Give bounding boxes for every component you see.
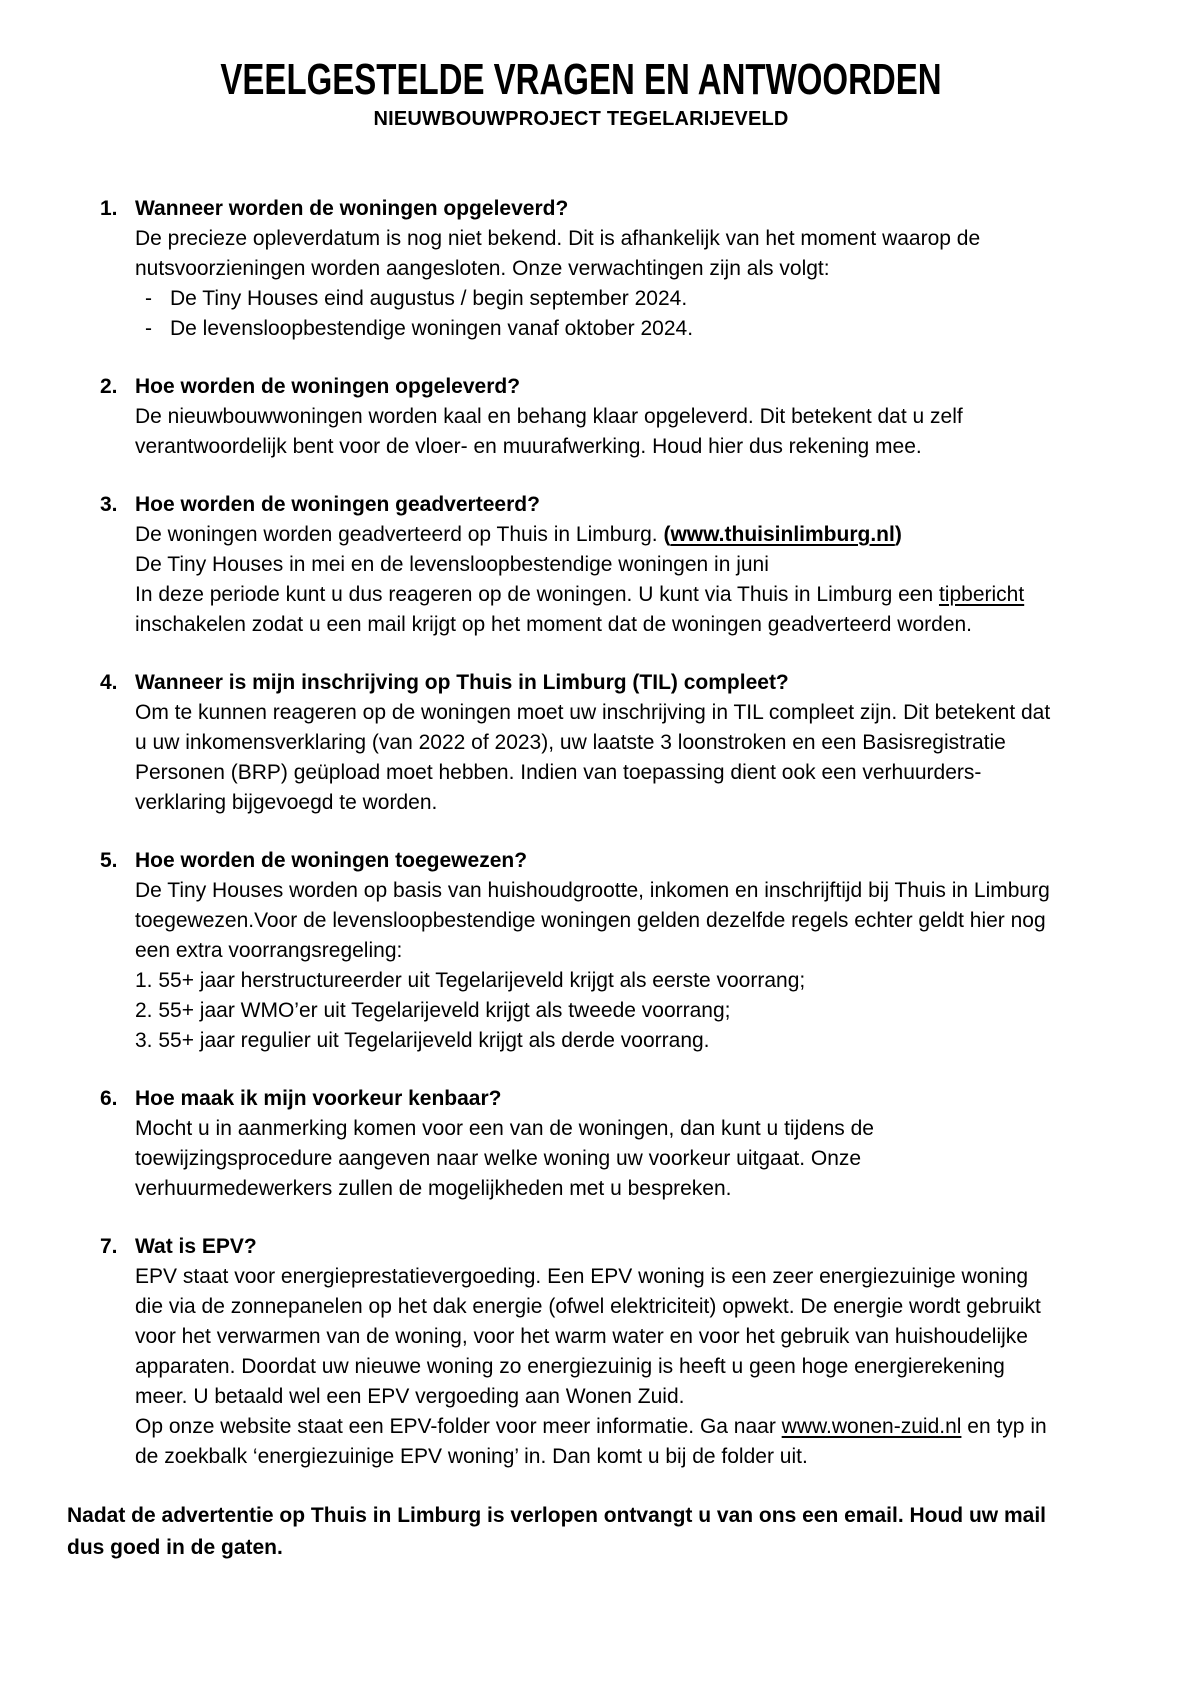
paragraph-text: [135, 701, 1050, 814]
text-segment: De woningen worden geadverteerd op Thuis in Limburg.: [135, 523, 664, 546]
question-content: [135, 846, 1055, 1056]
answer-body: [135, 520, 1055, 640]
question-content: [135, 1084, 1055, 1204]
paragraph-text: [170, 284, 687, 314]
answer-paragraph: [135, 580, 1055, 640]
answer-paragraph: [135, 1026, 1055, 1056]
answer-body: [135, 1114, 1055, 1204]
text-segment: Mocht u in aanmerking komen voor een van de woningen, dan kunt u tijdens de toewijzingsprocedure aangeven naar welke woning uw voorkeur uitgaat. Onze verhuurmedewerkers zullen de mogelijkheden met u bespreken.: [135, 1117, 874, 1200]
page-title: VEELGESTELDE VRAGEN EN ANTWOORDEN: [220, 55, 942, 104]
faq-item: [100, 372, 1095, 462]
faq-item: [100, 846, 1095, 1056]
inline-link[interactable]: www.wonen-zuid.nl: [781, 1415, 962, 1438]
text-segment: De Tiny Houses worden op basis van huishoudgrootte, inkomen en inschrijftijd bij Thuis in Limburg toegewezen.Voor de levensloopbestendige woningen gelden dezelfde regels echter geldt hier nog een extra voorrangsregeling:: [135, 879, 1050, 962]
inline-link[interactable]: tipbericht: [938, 583, 1025, 606]
question-heading: Hoe worden de woningen toegewezen?: [135, 849, 528, 872]
answer-body: [135, 876, 1055, 1056]
paragraph-text: [135, 879, 1050, 962]
question-heading: Hoe maak ik mijn voorkeur kenbaar?: [135, 1087, 502, 1110]
faq-item: [100, 194, 1095, 344]
answer-body: [135, 698, 1055, 818]
question-heading: Hoe worden de woningen geadverteerd?: [135, 493, 540, 516]
paragraph-text: [135, 553, 769, 576]
faq-item: [100, 490, 1095, 640]
answer-body: [135, 402, 1055, 462]
answer-body: [135, 1262, 1055, 1472]
question-content: [135, 490, 1055, 640]
faq-item: [100, 1232, 1095, 1472]
text-segment: ): [894, 523, 902, 546]
text-segment: EPV staat voor energieprestatievergoeding. Een EPV woning is een zeer energiezuinige woning die via de zonnepanelen op het dak energie (ofwel elektriciteit) opwekt. De energie wordt gebruikt voor het verwarmen van de woning, voor het warm water en voor het gebruik van huishoudelijke apparaten. Doordat uw nieuwe woning zo energiezuinig is heeft u geen hoge energierekening meer. U betaald wel een EPV vergoeding aan Wonen Zuid.: [135, 1265, 1041, 1408]
closing-note: Nadat de advertentie op Thuis in Limburg is verlopen ontvangt u van ons een email. Houd uw mail dus goed in de gaten.: [67, 1504, 1046, 1559]
text-segment: 3. 55+ jaar regulier uit Tegelarijeveld krijgt als derde voorrang.: [135, 1029, 710, 1052]
text-segment: In deze periode kunt u dus reageren op de woningen. U kunt via Thuis in Limburg een: [135, 583, 939, 606]
question-number: 7.: [100, 1235, 118, 1258]
inline-link[interactable]: www.thuisinlimburg.nl: [670, 523, 895, 546]
text-segment: De Tiny Houses eind augustus / begin september 2024.: [170, 287, 688, 310]
question-heading: Wat is EPV?: [135, 1235, 257, 1258]
paragraph-text: [135, 1029, 710, 1052]
question-number: 1.: [100, 197, 118, 220]
paragraph-text: [135, 583, 1024, 636]
text-segment: De Tiny Houses in mei en de levensloopbestendige woningen in juni: [135, 553, 769, 576]
question-number: 4.: [100, 671, 118, 694]
question-heading: Hoe worden de woningen opgeleverd?: [135, 375, 521, 398]
question-content: [135, 194, 1055, 344]
text-segment: De nieuwbouwwoningen worden kaal en behang klaar opgeleverd. Dit betekent dat u zelf verantwoordelijk bent voor de vloer- en muurafwerking. Houd hier dus rekening mee.: [135, 405, 963, 458]
question-number: 5.: [100, 849, 118, 872]
paragraph-text: [135, 1415, 1047, 1468]
question-heading: Wanneer is mijn inschrijving op Thuis in Limburg (TIL) compleet?: [135, 671, 789, 694]
question-number: 6.: [100, 1087, 118, 1110]
text-segment: 2. 55+ jaar WMO’er uit Tegelarijeveld krijgt als tweede voorrang;: [135, 999, 731, 1022]
answer-paragraph: [135, 550, 1055, 580]
answer-paragraph: [135, 402, 1055, 462]
question-content: [135, 668, 1055, 818]
question-heading: Wanneer worden de woningen opgeleverd?: [135, 197, 569, 220]
answer-paragraph: [135, 1412, 1055, 1472]
faq-item: [100, 1084, 1095, 1204]
text-segment: en typ in de zoekbalk ‘energiezuinige EPV woning’ in. Dan komt u bij de folder uit.: [135, 1415, 1047, 1468]
answer-paragraph: [135, 1262, 1055, 1412]
answer-paragraph: [135, 996, 1055, 1026]
text-segment: De levensloopbestendige woningen vanaf oktober 2024.: [170, 317, 694, 340]
answer-dash-item: [135, 314, 1055, 344]
page-subtitle: NIEUWBOUWPROJECT TEGELARIJEVELD: [373, 108, 789, 130]
question-number: 2.: [100, 375, 118, 398]
question-content: [135, 1232, 1055, 1472]
paragraph-text: [135, 999, 730, 1022]
answer-dash-item: [135, 284, 1055, 314]
document-header: [67, 56, 1095, 132]
faq-list: [100, 194, 1095, 1472]
paragraph-text: [135, 1117, 874, 1200]
text-segment: (: [663, 523, 671, 546]
answer-paragraph: [135, 1114, 1055, 1204]
answer-paragraph: [135, 224, 1055, 284]
answer-paragraph: [135, 966, 1055, 996]
answer-body: [135, 224, 1055, 344]
paragraph-text: [135, 227, 980, 280]
text-segment: Op onze website staat een EPV-folder voor meer informatie. Ga naar: [135, 1415, 782, 1438]
question-number: 3.: [100, 493, 118, 516]
paragraph-text: [170, 314, 693, 344]
paragraph-text: [135, 1265, 1041, 1408]
paragraph-text: [135, 523, 902, 546]
text-segment: Om te kunnen reageren op de woningen moet uw inschrijving in TIL compleet zijn. Dit betekent dat u uw inkomensverklaring (van 2022 of 2023), uw laatste 3 loonstroken en een Basisregistratie Personen (BRP) geüpload moet hebben. Indien van toepassing dient ook een verhuurders-verklaring bijgevoegd te worden.: [135, 701, 1051, 814]
paragraph-text: [135, 969, 805, 992]
answer-paragraph: [135, 698, 1055, 818]
paragraph-text: [135, 405, 963, 458]
text-segment: 1. 55+ jaar herstructureerder uit Tegelarijeveld krijgt als eerste voorrang;: [135, 969, 806, 992]
answer-paragraph: [135, 876, 1055, 966]
dash-bullet: -: [145, 287, 152, 310]
faq-item: [100, 668, 1095, 818]
answer-paragraph: [135, 520, 1055, 550]
question-content: [135, 372, 1055, 462]
text-segment: De precieze opleverdatum is nog niet bekend. Dit is afhankelijk van het moment waarop de nutsvoorzieningen worden aangesloten. Onze verwachtingen zijn als volgt:: [135, 227, 981, 280]
dash-bullet: -: [145, 317, 152, 340]
text-segment: inschakelen zodat u een mail krijgt op het moment dat de woningen geadverteerd worden.: [135, 613, 973, 636]
